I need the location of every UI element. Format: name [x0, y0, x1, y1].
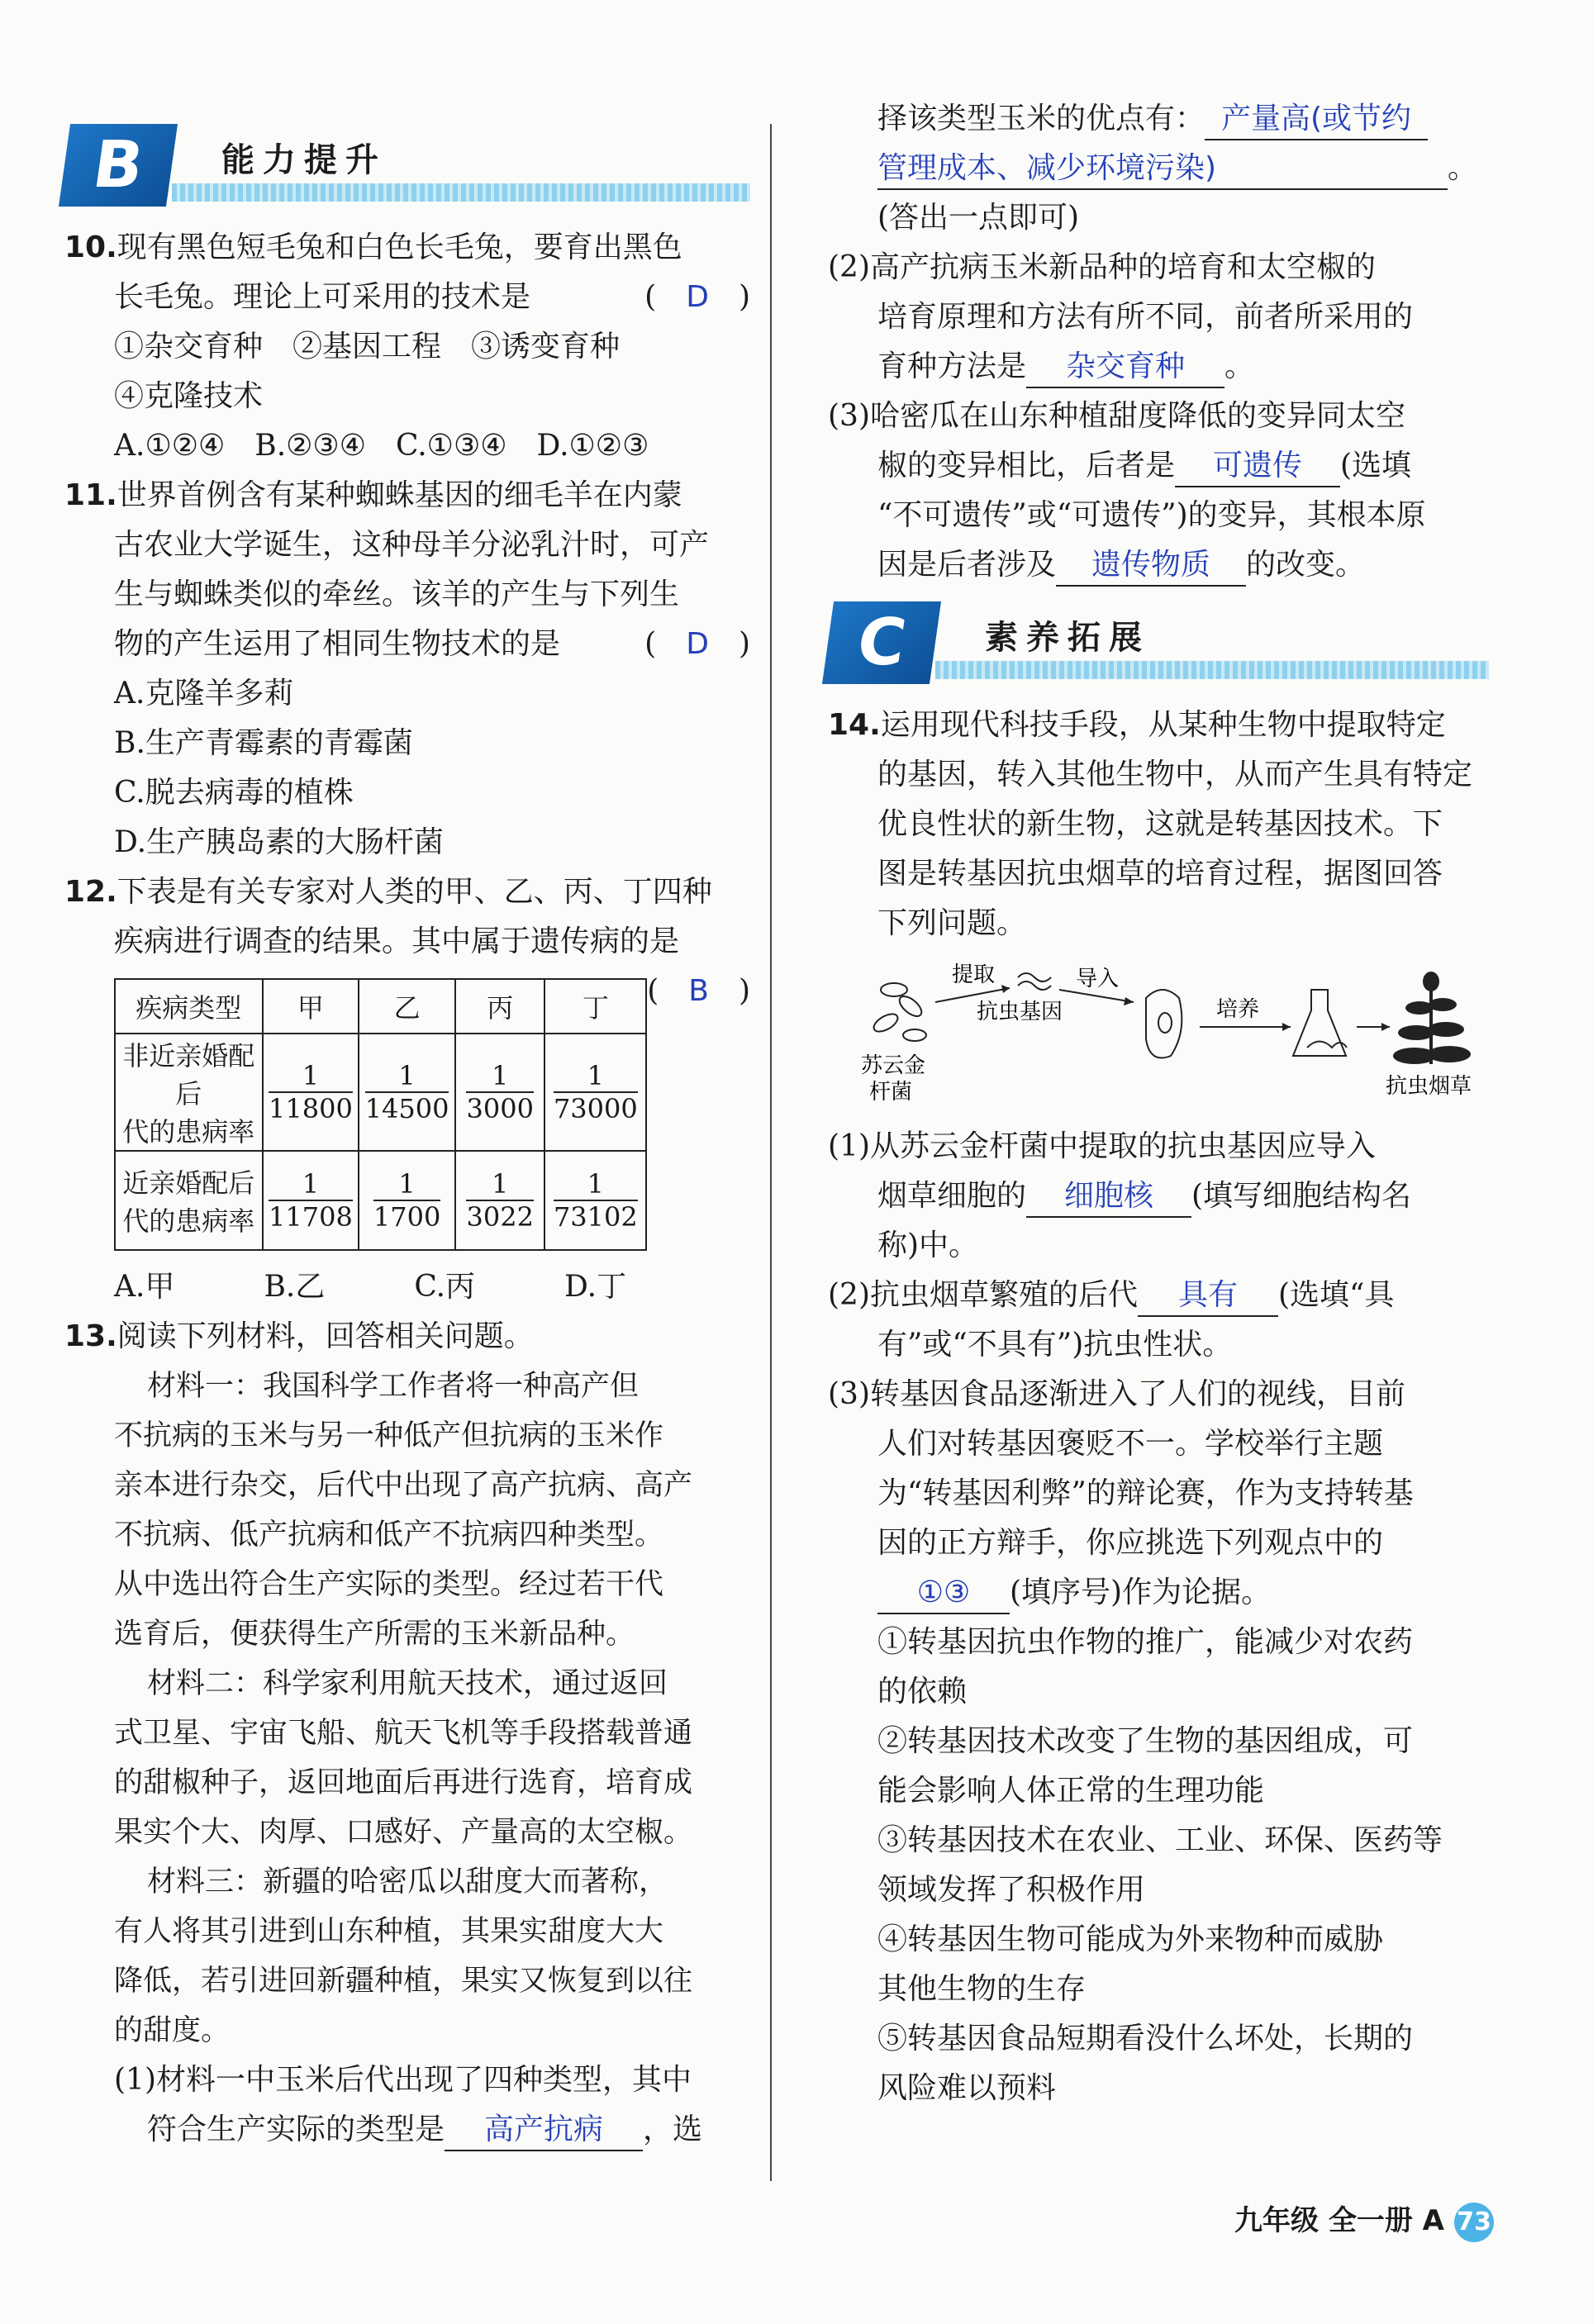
q14-part2-line: 有”或“不具有”)抗虫性状。: [877, 1328, 1233, 1362]
q14-answer-blank-2: 具有: [1138, 1276, 1278, 1317]
fraction-denominator: 1700: [373, 1201, 441, 1233]
section-b-badge: B: [59, 124, 178, 207]
q14-answer-blank-3: ①③: [877, 1573, 1010, 1614]
arrow-head: [1282, 1023, 1291, 1031]
q14-part3-line: (3)转基因食品逐渐进入了人们的视线，目前: [828, 1377, 1405, 1411]
section-b-bar: [172, 183, 750, 202]
q10-answer-paren: ( D ): [644, 280, 750, 314]
q10-stem2: 长毛兔。理论上可采用的技术是: [114, 280, 531, 314]
q14-option-line: 能会影响人体正常的生理功能: [877, 1774, 1265, 1808]
column-divider: [770, 124, 772, 2181]
cell-icon: [1146, 990, 1182, 1058]
q11-stem4: 物的产生运用了相同生物技术的是: [114, 627, 561, 661]
q14-stem: 运用现代科技手段，从某种生物中提取特定: [880, 708, 1446, 742]
q13-part3-line: “不可遗传”或“可遗传”)的变异，其根本原: [877, 498, 1426, 532]
row-label-line: 非近亲婚配后: [122, 1040, 255, 1110]
label-plant: 抗虫烟草: [1386, 1074, 1472, 1099]
fraction-numerator: 1: [554, 1060, 638, 1093]
fraction-numerator: 1: [466, 1060, 533, 1093]
material2-line: 的甜椒种子，返回地面后再进行选育，培育成: [114, 1766, 693, 1799]
left-column: [64, 124, 750, 2155]
table-header: 丁: [544, 979, 646, 1034]
material3-line: 降低，若引进回新疆种植，果实又恢复到以往: [114, 1965, 693, 1997]
table-header: 疾病类型: [115, 979, 263, 1034]
material1-line: 亲本进行杂交，后代中出现了高产抗病、高产: [114, 1469, 693, 1501]
question-10: [64, 223, 750, 471]
q13-part1-text: 。: [1448, 151, 1478, 185]
material2-line: 材料二：科学家利用航天技术，通过返回: [147, 1667, 668, 1699]
q10-number: 10.: [64, 230, 117, 264]
row-label: [115, 1151, 263, 1250]
q14-option-line: 其他生物的生存: [877, 1972, 1087, 2006]
q13-part3-text: (选填: [1340, 449, 1412, 482]
q11-option-c: C.脱去病毒的植株: [114, 776, 354, 810]
table-header: 乙: [359, 979, 455, 1034]
table-cell: [544, 1034, 646, 1151]
fraction-denominator: 73102: [553, 1201, 638, 1233]
q10-choices: A.①②④ B.②③④ C.①③④ D.①②③: [114, 429, 649, 463]
fraction-denominator: 3000: [466, 1093, 534, 1124]
section-c-title: 素养拓展: [985, 619, 1150, 657]
q14-option-line: ③转基因技术在农业、工业、环保、医药等: [877, 1823, 1443, 1857]
material3-line: 材料三：新疆的哈密瓜以甜度大而著称，: [147, 1865, 668, 1898]
row-label-line: 近亲婚配后: [122, 1167, 255, 1199]
q13-answer-blank-1: 高产抗病: [445, 2110, 643, 2151]
section-b-title: 能力提升: [221, 141, 387, 179]
fraction-numerator: 1: [373, 1168, 440, 1201]
q14-part3-line: 人们对转基因褒贬不一。学校举行主题: [877, 1427, 1384, 1461]
q13-part2-text: 。: [1224, 349, 1255, 383]
fraction-denominator: 3022: [466, 1201, 534, 1233]
table-cell: [263, 1151, 359, 1250]
label-bacteria-1: 苏云金: [861, 1053, 926, 1078]
page-footer: [1234, 2198, 1494, 2242]
fraction-numerator: 1: [269, 1060, 353, 1093]
q10-stem1: 现有黑色短毛兔和白色长毛兔，要育出黑色: [117, 230, 682, 264]
table-cell: [359, 1034, 455, 1151]
right-column: [828, 102, 1489, 2113]
bacteria-icon: [871, 983, 926, 1041]
q14-part1-line: 称)中。: [877, 1229, 979, 1262]
q14-stem-line: 图是转基因抗虫烟草的培育过程，据图回答: [877, 857, 1443, 891]
q14-part3-line: 因的正方辩手，你应挑选下列观点中的: [877, 1526, 1384, 1560]
q13-part2-text: 育种方法是: [877, 349, 1027, 383]
q14-part3-line: 为“转基因利弊”的辩论赛，作为支持转基: [877, 1476, 1414, 1510]
label-bacteria-2: 杆菌: [869, 1080, 913, 1105]
label-culture: 培养: [1216, 997, 1260, 1022]
table-cell: [455, 1151, 545, 1250]
fraction-denominator: 73000: [553, 1093, 638, 1124]
q14-number: 14.: [828, 708, 881, 742]
q14-option-line: 领域发挥了积极作用: [877, 1873, 1146, 1907]
q14-option-line: 的依赖: [877, 1675, 968, 1709]
fraction-denominator: 11800: [269, 1093, 353, 1124]
row-label-line: 代的患病率: [122, 1116, 255, 1148]
section-b-header: [64, 124, 750, 215]
q14-part3-text: (填序号)作为论据。: [1010, 1575, 1272, 1609]
q14-part1-text: 烟草细胞的: [877, 1179, 1027, 1213]
q10-answer: D: [686, 280, 709, 314]
q13-part3-text: 因是后者涉及: [877, 548, 1057, 582]
arrow-head: [1001, 985, 1010, 993]
q13-answer-blank-3: 杂交育种: [1026, 347, 1224, 388]
q14-part2-text: (选填“具: [1278, 1278, 1395, 1312]
q13-part1-text: 符合生产实际的类型是: [147, 2113, 445, 2146]
q14-part2-text: (2)抗虫烟草繁殖的后代: [828, 1278, 1138, 1312]
table-header: 丙: [455, 979, 545, 1034]
table-cell: [359, 1151, 455, 1250]
page-number: 73: [1454, 2203, 1494, 2242]
material3-line: 的甜度。: [114, 2014, 231, 2046]
question-11: [64, 471, 750, 867]
material1-line: 选育后，便获得生产所需的玉米新品种。: [114, 1618, 635, 1650]
table-cell: [544, 1151, 646, 1250]
question-13: [64, 1312, 750, 2155]
label-import: 导入: [1076, 967, 1120, 991]
fraction-numerator: 1: [269, 1168, 353, 1201]
fraction-denominator: 11708: [269, 1201, 353, 1233]
q12-stem2: 疾病进行调查的结果。其中属于遗传病的是: [114, 924, 680, 958]
q12-choices: A.甲 B.乙 C.丙 D.丁: [114, 1270, 627, 1304]
table-row: [115, 1151, 646, 1250]
fraction-numerator: 1: [554, 1168, 638, 1201]
q11-stem2: 古农业大学诞生，这种母羊分泌乳汁时，可产: [114, 528, 710, 562]
q13-answer-blank-5: 遗传物质: [1056, 545, 1246, 587]
q10-options1: ①杂交育种 ②基因工程 ③诱变育种: [114, 330, 621, 364]
q11-option-b: B.生产青霉素的青霉菌: [114, 726, 413, 760]
question-12: [64, 867, 750, 1312]
q13-part3-text: 椒的变异相比，后者是: [877, 449, 1176, 482]
q14-part1-text: (填写细胞结构名: [1191, 1179, 1412, 1213]
material1-line: 从中选出符合生产实际的类型。经过若干代: [114, 1568, 664, 1600]
arrow-head: [1381, 1023, 1390, 1031]
q12-answer: B: [688, 974, 709, 1008]
disease-table: [114, 978, 647, 1251]
section-c-bar: [935, 661, 1489, 679]
q13-answer-blank-2a: 产量高(或节约: [1205, 99, 1428, 140]
q10-options2: ④克隆技术: [114, 379, 264, 413]
table-row: [115, 1034, 646, 1151]
label-extract: 提取: [952, 962, 996, 987]
q11-option-a: A.克隆羊多莉: [114, 677, 294, 711]
material1-line: 材料一：我国科学工作者将一种高产但: [147, 1370, 640, 1402]
gene-icon: [1018, 973, 1051, 990]
label-gene: 抗虫基因: [977, 1000, 1063, 1024]
fraction-numerator: 1: [466, 1168, 533, 1201]
material1-line: 不抗病、低产抗病和低产不抗病四种类型。: [114, 1518, 664, 1551]
tobacco-plant-icon: [1393, 972, 1471, 1064]
table-header-row: [115, 979, 646, 1034]
q11-option-d: D.生产胰岛素的大肠杆菌: [114, 825, 445, 859]
q11-stem3: 生与蜘蛛类似的牵丝。该羊的产生与下列生: [114, 577, 680, 611]
q12-answer-paren: ( B ): [647, 974, 750, 1008]
q13-part3-line: (3)哈密瓜在山东种植甜度降低的变异同太空: [828, 399, 1405, 433]
grade-label: 九年级 全一册 A: [1234, 2204, 1444, 2237]
q13-part1-text: ，选: [643, 2113, 703, 2146]
arrow-head: [1124, 997, 1134, 1005]
q14-answer-blank-1: 细胞核: [1026, 1176, 1191, 1218]
material3-line: 有人将其引进到山东种植，其果实甜度大大: [114, 1915, 664, 1947]
table-cell: [455, 1034, 545, 1151]
flask-icon: [1293, 990, 1347, 1056]
q12-stem1: 下表是有关专家对人类的甲、乙、丙、丁四种: [117, 875, 712, 909]
q14-option-line: ①转基因抗虫作物的推广，能减少对农药: [877, 1625, 1414, 1659]
q14-option-line: ⑤转基因食品短期看没什么坏处，长期的: [877, 2022, 1414, 2055]
q13-part1-line: (1)材料一中玉米后代出现了四种类型，其中: [114, 2063, 692, 2097]
q13-part3-text: 的改变。: [1246, 548, 1366, 582]
q13-part2-line: (2)高产抗病玉米新品种的培育和太空椒的: [828, 250, 1376, 284]
q13-part2-line: 培育原理和方法有所不同，前者所采用的: [877, 300, 1414, 334]
q14-stem-line: 下列问题。: [877, 906, 1027, 940]
q13-part1-note: (答出一点即可): [877, 201, 1080, 235]
q13-continued: [828, 94, 1489, 590]
q14-part1-line: (1)从苏云金杆菌中提取的抗虫基因应导入: [828, 1129, 1376, 1163]
table-header: 甲: [263, 979, 359, 1034]
material2-line: 果实个大、肉厚、口感好、产量高的太空椒。: [114, 1816, 693, 1848]
q14-option-line: ④转基因生物可能成为外来物种而威胁: [877, 1922, 1384, 1956]
row-label: [115, 1034, 263, 1151]
q14-option-line: 风险难以预料: [877, 2071, 1057, 2105]
arrow-import: [1059, 990, 1134, 1002]
q11-number: 11.: [64, 478, 117, 512]
q13-number: 13.: [64, 1319, 117, 1353]
q13-answer-blank-2b: 管理成本、减少环境污染): [877, 149, 1448, 190]
table-cell: [263, 1034, 359, 1151]
material1-line: 不抗病的玉米与另一种低产但抗病的玉米作: [114, 1419, 664, 1452]
q14-stem-line: 优良性状的新生物，这就是转基因技术。下: [877, 807, 1443, 841]
material2-line: 式卫星、宇宙飞船、航天飞机等手段搭载普通: [114, 1717, 693, 1749]
row-label-line: 代的患病率: [122, 1205, 255, 1237]
section-c-badge: C: [822, 601, 941, 684]
diagram-svg: [861, 957, 1489, 1114]
transgenic-diagram: [861, 957, 1489, 1114]
q13-stem: 阅读下列材料，回答相关问题。: [117, 1319, 534, 1353]
q11-answer: D: [686, 627, 709, 661]
q12-number: 12.: [64, 875, 117, 909]
fraction-numerator: 1: [365, 1060, 449, 1093]
question-14: [828, 701, 1489, 2113]
q11-stem1: 世界首例含有某种蜘蛛基因的细毛羊在内蒙: [117, 478, 682, 512]
fraction-denominator: 14500: [364, 1093, 449, 1124]
q13-answer-blank-4: 可遗传: [1175, 446, 1340, 487]
q11-answer-paren: ( D ): [644, 627, 750, 661]
q14-stem-line: 的基因，转入其他生物中，从而产生具有特定: [877, 758, 1473, 791]
q13-part1-text: 择该类型玉米的优点有：: [877, 102, 1205, 135]
section-c-header: [828, 601, 1489, 692]
q14-option-line: ②转基因技术改变了生物的基因组成，可: [877, 1724, 1414, 1758]
